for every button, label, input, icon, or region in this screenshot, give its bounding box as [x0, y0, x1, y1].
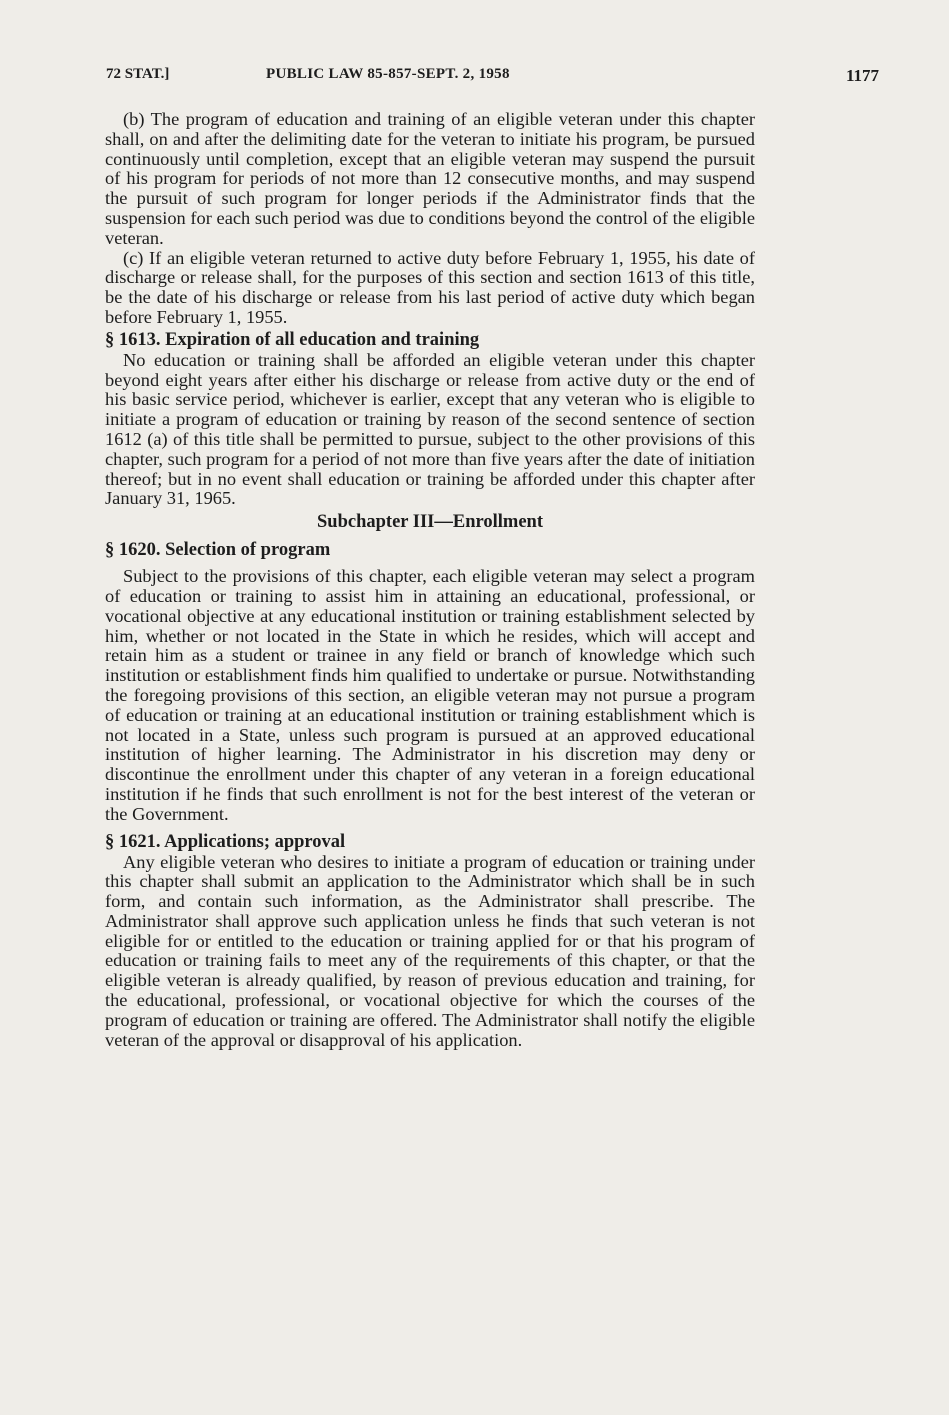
section-1613-text: No education or training shall be afforded an eligible veteran under this chapter beyond eight years after either his discharge or release from active duty or the end of his basic service period, whichever is earlier, except that any veteran who is eligible to initiate a program of education or training by reason of the second sentence of section 1612 (a) of this title shall be permitted to pursue, subject to the other provisions of this chapter, such program for a period of not more than five years after the date of initiation thereof; but in no event shall education or training be afforded under this chapter after January 31, 1965.: [105, 349, 755, 509]
running-header: [106, 66, 879, 90]
public-law-title: PUBLIC LAW 85-857-SEPT. 2, 1958: [266, 66, 510, 82]
page-number: 1177: [845, 66, 879, 85]
section-1620-text: Subject to the provisions of this chapter, each eligible veteran may select a program of education or training to assist him in attaining an educational, professional, or vocational objective at any educational institution or training establishment selected by him, whether or not located in the State in which he resides, which will accept and retain him as a student or trainee in any field or branch of knowledge which such institution or establishment finds him qualified to undertake or pursue. Notwithstanding the foregoing provisions of this section, an eligible veteran may not pursue a program of education or training at an educational institution or training establishment which is not located in a State, unless such program is pursued at an approved educational institution of higher learning. The Administrator in his discretion may deny or discontinue the enrollment under this chapter of any veteran in a foreign educational institution if he finds that such enrollment is not for the best interest of the veteran or the Government.: [105, 566, 755, 824]
statute-volume: 72 STAT.]: [106, 66, 170, 82]
document-body: [105, 110, 755, 1050]
section-1613-heading: § 1613. Expiration of all education and training: [105, 329, 480, 350]
section-1620-heading: § 1620. Selection of program: [105, 540, 331, 561]
paragraph-b: (b) The program of education and training of an eligible veteran under this chapter shall, on and after the delimiting date for the veteran to initiate his program, be pursued continuously until completion, except that an eligible veteran may suspend the pursuit of his program for periods of not more than 12 consecutive months, and may suspend the pursuit of such program for longer periods if the Administrator finds that the suspension for each such period was due to conditions beyond the control of the eligible veteran.: [105, 109, 755, 248]
paragraph-c: (c) If an eligible veteran returned to active duty before February 1, 1955, his date of discharge or release shall, for the purposes of this section and section 1613 of this title, be the date of his discharge or release from his last period of active duty which began before February 1, 1955.: [105, 247, 755, 327]
section-1621-text: Any eligible veteran who desires to initiate a program of education or training under this chapter shall submit an application to the Administrator which shall be in such form, and contain such information, as the Administrator shall prescribe. The Administrator shall approve such application unless he finds that such veteran is not eligible for or entitled to the education or training applied for or that his program of education or training fails to meet any of the requirements of this chapter, or that the eligible veteran is already qualified, by reason of previous education and training, for the educational, professional, or vocational objective for which the courses of the program of education or training are offered. The Administrator shall notify the eligible veteran of the approval or disapproval of his application.: [105, 851, 755, 1050]
subchapter-heading: Subchapter III—Enrollment: [317, 512, 543, 533]
section-1621-heading: § 1621. Applications; approval: [105, 831, 346, 852]
